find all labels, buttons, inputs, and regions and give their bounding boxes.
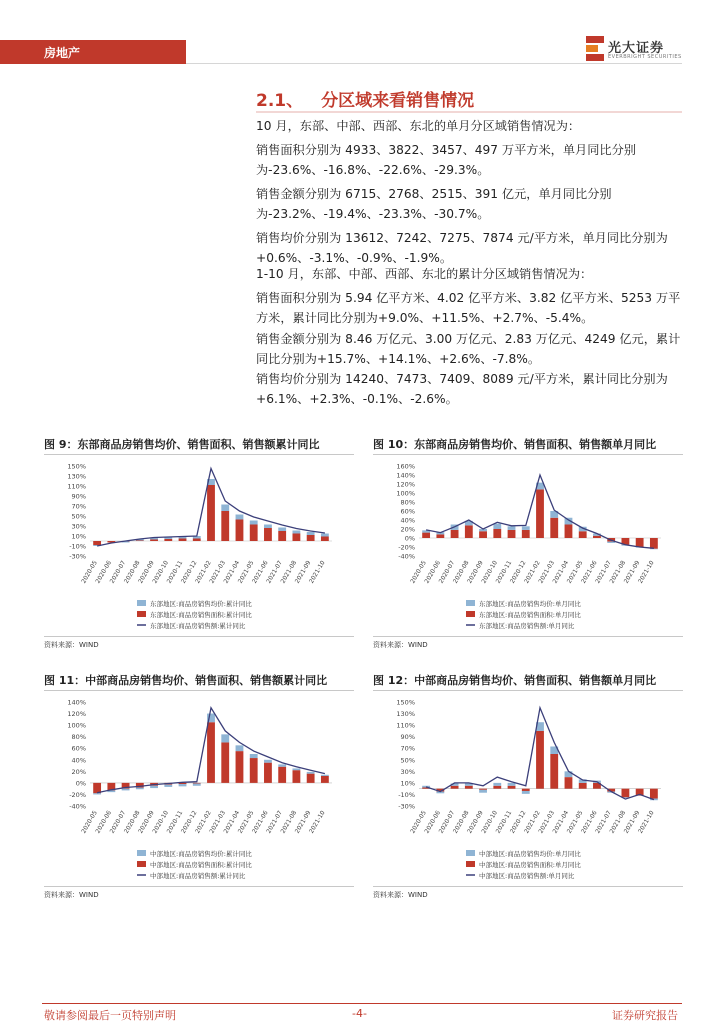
figure-rule xyxy=(373,690,683,691)
x-tick-label: 2020-07 xyxy=(108,809,128,835)
legend-swatch xyxy=(466,611,475,617)
legend-swatch xyxy=(137,861,146,867)
bar-price xyxy=(508,783,516,786)
bar-area xyxy=(465,786,473,789)
section-title-text: 分区域来看销售情况 xyxy=(321,91,475,111)
x-tick-label: 2021-07 xyxy=(594,559,613,585)
bar-price xyxy=(193,783,201,785)
bar-price xyxy=(150,786,158,788)
x-tick-label: 2020-11 xyxy=(165,809,185,835)
bar-area xyxy=(207,485,215,541)
x-tick-label: 2020-05 xyxy=(80,559,99,585)
bar-area xyxy=(550,754,558,789)
y-tick-label: 100% xyxy=(67,721,86,730)
bar-area xyxy=(236,520,244,542)
paragraph: 销售均价分别为 13612、7242、7275、7874 元/平方米，单月同比分别为+0.6%、-3.1%、-0.9%、-1.9%。 xyxy=(256,231,668,265)
legend-label: 中部地区:商品房销售面积:单月同比 xyxy=(479,861,581,869)
figure-rule xyxy=(44,690,354,691)
bar-price xyxy=(278,528,286,532)
y-tick-label: 30% xyxy=(71,522,86,531)
x-tick-label: 2021-07 xyxy=(594,809,613,835)
brand-mark-icon xyxy=(586,36,604,62)
y-tick-label: 80% xyxy=(71,733,86,742)
x-tick-label: 2020-09 xyxy=(137,809,156,835)
y-tick-label: -30% xyxy=(398,802,415,811)
bar-price xyxy=(493,783,501,786)
x-tick-label: 2021-09 xyxy=(293,809,313,835)
y-tick-label: 110% xyxy=(396,721,415,730)
x-tick-label: 2021-06 xyxy=(251,559,270,585)
x-tick-label: 2020-12 xyxy=(508,559,528,585)
bar-area xyxy=(650,789,658,799)
figure-title: 图 9：东部商品房销售均价、销售面积、销售额累计同比 xyxy=(44,438,320,451)
bar-price xyxy=(122,789,130,791)
y-tick-label: 120% xyxy=(396,480,415,489)
bar-area xyxy=(150,540,158,542)
y-tick-label: 100% xyxy=(396,489,415,498)
x-tick-label: 2020-06 xyxy=(423,559,443,585)
bar-price xyxy=(321,534,329,537)
legend-swatch xyxy=(466,600,475,606)
x-tick-label: 2021-06 xyxy=(251,809,270,835)
y-tick-label: 150% xyxy=(67,462,86,471)
y-tick-label: 110% xyxy=(67,482,86,491)
chart-east-cumulative xyxy=(44,458,354,634)
bar-price xyxy=(264,760,272,763)
section-underline xyxy=(256,111,682,113)
bar-price xyxy=(479,790,487,793)
y-tick-label: 0% xyxy=(75,779,86,788)
figure-title: 图 10：东部商品房销售均价、销售面积、销售额单月同比 xyxy=(373,438,657,451)
footer-report-type: 证券研究报告 xyxy=(612,1009,678,1022)
header-category-bar xyxy=(0,40,186,64)
bar-area xyxy=(221,742,229,782)
bar-area xyxy=(536,731,544,789)
x-tick-label: 2021-08 xyxy=(608,809,628,835)
bar-price xyxy=(250,754,258,758)
x-tick-label: 2020-12 xyxy=(179,809,199,835)
bar-price xyxy=(307,532,315,535)
x-tick-label: 2020-08 xyxy=(122,559,142,585)
chart-east-monthly xyxy=(373,458,683,634)
bar-area xyxy=(479,531,487,538)
bar-area xyxy=(321,776,329,783)
legend-swatch xyxy=(137,850,146,856)
bar-area xyxy=(565,525,573,539)
figure-rule xyxy=(373,886,683,887)
paragraph: 销售金额分别为 8.46 万亿元、3.00 万亿元、2.83 万亿元、4249 亿元，累计同比分别为+15.7%、+14.1%、+2.6%、-7.8%。 xyxy=(256,332,681,366)
bar-area xyxy=(422,533,430,538)
bar-area xyxy=(479,789,487,790)
y-tick-label: -10% xyxy=(398,790,415,799)
bar-price xyxy=(164,785,172,787)
legend-label: 东部地区:商品房销售均价:累计同比 xyxy=(150,600,252,608)
bar-area xyxy=(522,530,530,538)
x-tick-label: 2020-10 xyxy=(480,559,500,585)
y-tick-label: 80% xyxy=(400,498,415,507)
bar-price xyxy=(264,525,272,529)
bar-area xyxy=(250,525,258,542)
x-tick-label: 2020-11 xyxy=(494,559,514,585)
y-tick-label: 90% xyxy=(71,492,86,501)
y-tick-label: 20% xyxy=(400,525,415,534)
paragraph: 销售金额分别为 6715、2768、2515、391 亿元，单月同比分别为-23.2%、-19.4%、-23.3%、-30.7%。 xyxy=(256,187,612,221)
section-title xyxy=(256,86,474,111)
bar-price xyxy=(321,775,329,776)
brand-name: 光大证券 xyxy=(608,41,665,56)
y-tick-label: 20% xyxy=(71,767,86,776)
x-tick-label: 2021-02 xyxy=(523,809,542,835)
y-tick-label: 30% xyxy=(400,767,415,776)
figure-source: 资料来源：WIND xyxy=(373,641,428,649)
bar-area xyxy=(621,789,629,798)
figure-source: 资料来源：WIND xyxy=(373,891,428,899)
bar-price xyxy=(522,791,530,794)
x-tick-label: 2020-10 xyxy=(480,809,500,835)
bar-price xyxy=(93,793,101,794)
brand-logo xyxy=(586,36,696,66)
x-tick-label: 2021-05 xyxy=(236,559,256,585)
bar-area xyxy=(164,539,172,541)
bar-area xyxy=(565,777,573,789)
legend-swatch xyxy=(466,850,475,856)
bar-price xyxy=(292,768,300,770)
x-tick-label: 2020-12 xyxy=(179,559,199,585)
bar-area xyxy=(493,529,501,538)
y-tick-label: -20% xyxy=(69,790,86,799)
figure-rule xyxy=(44,454,354,455)
bar-price xyxy=(236,745,244,751)
footer-rule xyxy=(42,1003,682,1004)
bar-area xyxy=(193,539,201,542)
legend-label: 中部地区:商品房销售额:单月同比 xyxy=(479,872,575,880)
legend-swatch xyxy=(137,600,146,606)
y-tick-label: 160% xyxy=(396,462,415,471)
x-tick-label: 2020-06 xyxy=(94,809,114,835)
bar-area xyxy=(264,528,272,541)
bar-area xyxy=(136,541,144,542)
legend-label: 中部地区:商品房销售均价:单月同比 xyxy=(479,850,581,858)
chart-central-cumulative xyxy=(44,694,354,884)
x-tick-label: 2020-07 xyxy=(108,559,128,585)
bar-area xyxy=(278,767,286,783)
bar-area xyxy=(307,535,315,541)
y-tick-label: 140% xyxy=(396,471,415,480)
bar-price xyxy=(221,505,229,512)
paragraph: 1-10 月，东部、中部、西部、东北的累计分区域销售情况为： xyxy=(256,267,593,281)
legend-swatch xyxy=(137,611,146,617)
x-tick-label: 2021-04 xyxy=(222,559,242,585)
y-tick-label: 40% xyxy=(71,756,86,765)
figure-source: 资料来源：WIND xyxy=(44,641,99,649)
bar-area xyxy=(579,783,587,789)
x-tick-label: 2021-10 xyxy=(637,559,656,585)
bar-area xyxy=(436,534,444,538)
y-tick-label: 50% xyxy=(71,512,86,521)
y-tick-label: 40% xyxy=(400,516,415,525)
bar-area xyxy=(508,530,516,538)
figure-rule xyxy=(373,636,683,637)
y-tick-label: 70% xyxy=(400,744,415,753)
bar-price xyxy=(278,764,286,766)
bar-area xyxy=(550,518,558,538)
bar-area xyxy=(207,722,215,783)
x-tick-label: 2021-05 xyxy=(565,809,585,835)
bar-price xyxy=(292,531,300,534)
x-tick-label: 2020-10 xyxy=(151,559,171,585)
x-tick-label: 2020-07 xyxy=(437,559,457,585)
brand-name-en: EVERBRIGHT SECURITIES xyxy=(608,54,682,60)
bar-area xyxy=(465,525,473,538)
y-tick-label: -10% xyxy=(69,542,86,551)
x-tick-label: 2021-03 xyxy=(208,809,227,835)
bar-area xyxy=(236,751,244,783)
x-tick-label: 2020-08 xyxy=(122,809,142,835)
paragraph: 10 月，东部、中部、西部、东北的单月分区域销售情况为： xyxy=(256,119,581,133)
x-tick-label: 2021-03 xyxy=(537,809,556,835)
bar-area xyxy=(650,538,658,549)
x-tick-label: 2021-09 xyxy=(622,559,642,585)
bar-area xyxy=(321,537,329,542)
bar-area xyxy=(292,770,300,783)
x-tick-label: 2021-08 xyxy=(279,559,299,585)
y-tick-label: 130% xyxy=(67,472,86,481)
legend-label: 东部地区:商品房销售面积:单月同比 xyxy=(479,611,581,619)
x-tick-label: 2020-05 xyxy=(80,809,99,835)
legend-label: 东部地区:商品房销售均价:单月同比 xyxy=(479,600,581,608)
bar-area xyxy=(579,531,587,538)
x-tick-label: 2021-04 xyxy=(551,559,571,585)
x-tick-label: 2020-10 xyxy=(151,809,171,835)
x-tick-label: 2021-05 xyxy=(236,809,256,835)
x-tick-label: 2020-09 xyxy=(137,559,156,585)
figure-rule xyxy=(373,454,683,455)
y-tick-label: 0% xyxy=(404,534,415,543)
bar-area xyxy=(451,530,459,538)
bar-area xyxy=(536,489,544,538)
y-tick-label: -30% xyxy=(69,552,86,561)
figure-title: 图 11：中部商品房销售均价、销售面积、销售额累计同比 xyxy=(44,674,328,687)
paragraph: 销售面积分别为 5.94 亿平方米、4.02 亿平方米、3.82 亿平方米、5253 万平方米，累计同比分别为+9.0%、+11.5%、+2.7%、-5.4%。 xyxy=(256,291,681,325)
x-tick-label: 2020-06 xyxy=(423,809,443,835)
legend-swatch xyxy=(466,861,475,867)
x-tick-label: 2021-05 xyxy=(565,559,585,585)
page-number: -4- xyxy=(352,1007,367,1020)
bar-area xyxy=(593,536,601,538)
bar-price xyxy=(250,521,258,525)
y-tick-label: -40% xyxy=(69,802,86,811)
bar-price xyxy=(221,734,229,742)
bar-area xyxy=(307,774,315,783)
y-tick-label: 130% xyxy=(396,710,415,719)
y-tick-label: 90% xyxy=(400,733,415,742)
bar-area xyxy=(278,531,286,541)
section-number: 2.1、 xyxy=(256,91,304,111)
y-tick-label: 140% xyxy=(67,698,86,707)
bar-area xyxy=(522,789,530,791)
x-tick-label: 2021-08 xyxy=(279,809,299,835)
x-tick-label: 2021-02 xyxy=(194,809,213,835)
bar-price xyxy=(307,772,315,774)
bar-area xyxy=(93,541,101,545)
x-tick-label: 2021-07 xyxy=(265,809,284,835)
bar-price xyxy=(493,524,501,529)
bar-area xyxy=(193,783,201,784)
bar-area xyxy=(264,763,272,783)
bar-area xyxy=(451,786,459,789)
legend-label: 中部地区:商品房销售面积:累计同比 xyxy=(150,861,252,869)
bar-area xyxy=(250,758,258,783)
y-tick-label: 10% xyxy=(71,532,86,541)
x-tick-label: 2021-06 xyxy=(580,809,599,835)
figure-title: 图 12：中部商品房销售均价、销售面积、销售额单月同比 xyxy=(373,674,657,687)
x-tick-label: 2020-09 xyxy=(466,809,485,835)
paragraph: 销售均价分别为 14240、7473、7409、8089 元/平方米，累计同比分别为+6.1%、+2.3%、-0.1%、-2.6%。 xyxy=(256,372,668,406)
y-tick-label: 120% xyxy=(67,710,86,719)
x-tick-label: 2021-04 xyxy=(222,809,242,835)
y-tick-label: 150% xyxy=(396,698,415,707)
x-tick-label: 2021-02 xyxy=(194,559,213,585)
x-tick-label: 2021-09 xyxy=(622,809,642,835)
x-tick-label: 2021-08 xyxy=(608,559,628,585)
figure-rule xyxy=(44,636,354,637)
x-tick-label: 2020-05 xyxy=(409,809,428,835)
x-tick-label: 2021-06 xyxy=(580,559,599,585)
bar-area xyxy=(636,538,644,547)
y-tick-label: 60% xyxy=(71,744,86,753)
legend-label: 东部地区:商品房销售面积:累计同比 xyxy=(150,611,252,619)
x-tick-label: 2021-10 xyxy=(637,809,656,835)
bar-price xyxy=(236,515,244,520)
bar-area xyxy=(508,786,516,789)
x-tick-label: 2020-07 xyxy=(437,809,457,835)
x-tick-label: 2020-08 xyxy=(451,559,471,585)
x-tick-label: 2021-10 xyxy=(308,559,327,585)
bar-area xyxy=(179,539,187,542)
legend-label: 东部地区:商品房销售额:累计同比 xyxy=(150,622,246,630)
y-tick-label: 10% xyxy=(400,779,415,788)
x-tick-label: 2021-10 xyxy=(308,809,327,835)
bar-area xyxy=(493,786,501,789)
x-tick-label: 2020-09 xyxy=(466,559,485,585)
bar-price xyxy=(508,526,516,530)
x-tick-label: 2021-04 xyxy=(551,809,571,835)
bar-price xyxy=(522,526,530,530)
legend-label: 东部地区:商品房销售额:单月同比 xyxy=(479,622,575,630)
footer-disclaimer: 敬请参阅最后一页特别声明 xyxy=(44,1009,176,1022)
x-tick-label: 2020-11 xyxy=(165,559,185,585)
x-tick-label: 2020-08 xyxy=(451,809,471,835)
x-tick-label: 2020-11 xyxy=(494,809,514,835)
y-tick-label: -20% xyxy=(398,543,415,552)
legend-label: 中部地区:商品房销售额:累计同比 xyxy=(150,872,246,880)
header-category: 房地产 xyxy=(44,46,81,60)
paragraph: 销售面积分别为 4933、3822、3457、497 万平方米，单月同比分别为-23.6%、-16.8%、-22.6%、-29.3%。 xyxy=(256,143,636,177)
x-tick-label: 2020-06 xyxy=(94,559,114,585)
x-tick-label: 2021-03 xyxy=(208,559,227,585)
y-tick-label: 60% xyxy=(400,507,415,516)
x-tick-label: 2020-12 xyxy=(508,809,528,835)
x-tick-label: 2021-03 xyxy=(537,559,556,585)
figure-source: 资料来源：WIND xyxy=(44,891,99,899)
legend-label: 中部地区:商品房销售均价:累计同比 xyxy=(150,850,252,858)
y-tick-label: -40% xyxy=(398,552,415,561)
y-tick-label: 70% xyxy=(71,502,86,511)
bar-area xyxy=(221,511,229,541)
x-tick-label: 2021-02 xyxy=(523,559,542,585)
chart-central-monthly xyxy=(373,694,683,884)
x-tick-label: 2021-09 xyxy=(293,559,313,585)
bar-price xyxy=(179,784,187,786)
y-tick-label: 50% xyxy=(400,756,415,765)
figure-rule xyxy=(44,886,354,887)
bar-area xyxy=(292,534,300,542)
x-tick-label: 2021-07 xyxy=(265,559,284,585)
bar-price xyxy=(136,788,144,790)
x-tick-label: 2020-05 xyxy=(409,559,428,585)
